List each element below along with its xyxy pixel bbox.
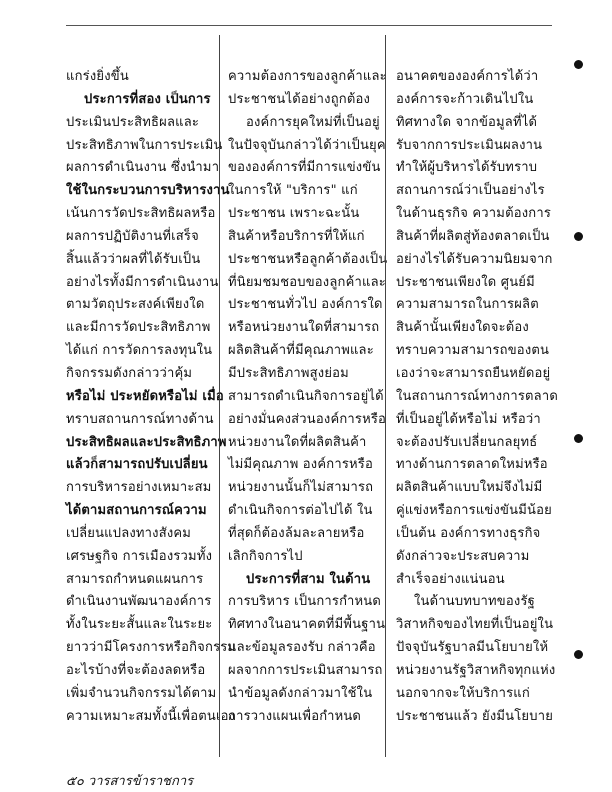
text-column-right [396, 66, 558, 774]
text-line: กิจกรรมดังกล่าวว่าคุ้ม [66, 365, 193, 381]
text-line: คู่แข่งหรือการแข่งขันมีน้อย [396, 503, 552, 519]
text-line: ในด้านบทบาทของรัฐ [414, 594, 536, 610]
text-line: ประชาชนได้อย่างถูกต้อง [228, 91, 371, 107]
text-line: ทราบสถานการณ์ทางด้าน [66, 411, 214, 427]
text-line: ประเมินประสิทธิผลและ [66, 114, 200, 130]
text-line: ที่สุดก็ต้องล้มละลายหรือ [228, 525, 365, 541]
text-line: ผลการดำเนินงาน ซึ่งนำมา [66, 160, 220, 176]
text-line: ยาวว่ามีโครงการหรือกิจกรรม [66, 640, 237, 656]
text-line: การบริหารอย่างเหมาะสม [66, 480, 212, 496]
text-line: ประชาชนทั่วไป องค์การใด [228, 297, 383, 313]
text-line: ปัจจุบันรัฐบาลมีนโยบายให้ [396, 640, 549, 656]
text-line: ทั้งในระยะสั้นและในระยะ [66, 617, 213, 633]
text-line: สิ้นแล้วว่าผลที่ได้รับเป็น [66, 251, 201, 267]
text-line: ไม่มีคุณภาพ องค์การหรือ [228, 457, 373, 473]
text-line: สามารถกำหนดแผนการ [66, 571, 204, 587]
page-footer: ๕๐ วารสารข้าราชการ [66, 774, 194, 789]
text-line: ดำเนินกิจการต่อไปได้ ใน [228, 503, 373, 519]
text-line: สามารถดำเนินกิจการอยู่ได้ [228, 388, 384, 404]
text-line: ทิศทางใด จากข้อมูลที่ได้ [396, 114, 538, 130]
text-line: สินค้านั้นเพียงใดจะต้อง [396, 320, 529, 336]
text-line: อย่างไรทั้งมีการดำเนินงาน [66, 274, 219, 290]
text-line: ผลจากการประเมินสามารถ [228, 662, 383, 678]
text-line: ประชาชนเพียงใด ศูนย์มี [396, 274, 535, 290]
text-line: จะต้องปรับเปลี่ยนกลยุทธ์ [396, 434, 538, 450]
text-line: ตามวัตถุประสงค์เพียงใด [66, 297, 205, 313]
text-line: และมีการวัดประสิทธิภาพ [66, 320, 211, 336]
text-line: ประสิทธิภาพในการประเมิน [66, 137, 223, 153]
text-line: ได้แก่ การวัดการลงทุนใน [66, 343, 213, 359]
binder-hole-icon [574, 434, 583, 443]
text-line: ทำให้ผู้บริหารได้รับทราบ [396, 160, 538, 176]
binder-hole-icon [574, 232, 583, 241]
text-line: หน่วยงานใดที่ผลิตสินค้า [228, 434, 367, 450]
text-line: ประชาชน เพราะฉะนั้น [228, 206, 360, 222]
text-line: อย่างมั่นคงส่วนองค์การหรือ [228, 411, 387, 427]
text-line: รับจากการประเมินผลงาน [396, 137, 543, 153]
text-line: ผลิตสินค้าแบบใหม่จึงไม่มี [396, 480, 543, 496]
text-line: สำเร็จอย่างแน่นอน [396, 571, 505, 587]
text-line: ดังกล่าวจะประสบความ [396, 548, 530, 564]
text-line: เศรษฐกิจ การเมืองรวมทั้ง [66, 548, 213, 564]
text-column-left [66, 66, 237, 774]
column-divider [385, 35, 386, 757]
text-line: ความสามารถในการผลิต [396, 297, 539, 313]
text-line: มีประสิทธิภาพสูงย่อม [228, 365, 349, 381]
text-line: ในปัจจุบันกล่าวได้ว่าเป็นยุค [228, 137, 386, 153]
binder-hole-icon [574, 650, 583, 659]
text-line: ได้ตามสถานการณ์ความ [66, 503, 207, 519]
text-line: ประชาชนแล้ว ยังมีนโยบาย [396, 708, 554, 724]
text-line: ที่นิยมชมชอบของลูกค้าและ [228, 274, 386, 290]
text-line: ผลการปฏิบัติงานที่เสร็จ [66, 228, 199, 244]
text-line: เปลี่ยนแปลงทางสังคม [66, 525, 192, 541]
text-line: สินค้าหรือบริการที่ให้แก่ [228, 228, 365, 244]
text-line: เลิกกิจการไป [228, 548, 303, 564]
text-line: องค์การจะก้าวเดินไปใน [396, 91, 534, 107]
text-line: เน้นการวัดประสิทธิผลหรือ [66, 206, 216, 222]
text-line: ใช้ในกระบวนการบริหารงาน [66, 183, 230, 199]
text-line: ประชาชนหรือลูกค้าต้องเป็น [228, 251, 388, 267]
text-line: ประการที่สาม ในด้าน [246, 571, 371, 587]
text-line: แกร่งยิ่งขึ้น [66, 69, 129, 84]
text-line: ความเหมาะสมทั้งนี้เพื่อตนเอง [66, 708, 236, 724]
text-line: ในด้านธุรกิจ ความต้องการ [396, 206, 552, 222]
text-line: แล้วก็สามารถปรับเปลี่ยน [66, 457, 208, 473]
text-line: หรือหน่วยงานใดที่สามารถ [228, 320, 380, 336]
text-line: สถานการณ์ว่าเป็นอย่างไร [396, 183, 545, 199]
text-line: หน่วยงานนั้นก็ไม่สามารถ [228, 480, 374, 496]
text-line: สินค้าที่ผลิตสู่ท้องตลาดเป็น [396, 228, 550, 244]
text-line: เองว่าจะสามารถยืนหยัดอยู่ [396, 365, 551, 381]
text-line: ประการที่สอง เป็นการ [84, 91, 211, 107]
text-line: ในสถานการณ์ทางการตลาด [396, 388, 558, 404]
text-line: ประสิทธิผลและประสิทธิภาพ [66, 434, 227, 450]
text-line: อนาคตขององค์การได้ว่า [396, 69, 539, 84]
text-line: และข้อมูลรองรับ กล่าวคือ [228, 640, 376, 656]
text-line: ดำเนินงานพัฒนาองค์การ [66, 594, 212, 610]
text-line: องค์การยุคใหม่ที่เป็นอยู่ [246, 114, 380, 130]
text-line: เป็นต้น องค์การทางธุรกิจ [396, 525, 541, 541]
text-line: ผลิตสินค้าที่มีคุณภาพและ [228, 343, 374, 359]
text-line: หน่วยงานรัฐวิสาหกิจทุกแห่ง [396, 662, 556, 678]
text-line: การบริหาร เป็นการกำหนด [228, 594, 381, 610]
text-line: การวางแผนเพื่อกำหนด [228, 708, 362, 724]
text-line: ความต้องการของลูกค้าและ [228, 69, 387, 84]
text-column-middle [228, 66, 388, 774]
text-line: ทางด้านการตลาดใหม่หรือ [396, 457, 548, 473]
text-line: นำข้อมูลดังกล่าวมาใช้ใน [228, 685, 373, 701]
column-divider [219, 35, 220, 757]
text-line: อย่างไรได้รับความนิยมจาก [396, 251, 553, 267]
text-line: อะไรบ้างที่จะต้องลดหรือ [66, 662, 206, 678]
header-rule [66, 25, 552, 26]
text-line: หรือไม่ ประหยัดหรือไม่ เมื่อ [66, 388, 224, 404]
text-line: ทิศทางในอนาคตที่มีพื้นฐาน [228, 617, 386, 633]
text-line: ขององค์การที่มีการแข่งขัน [228, 160, 381, 176]
text-line: นอกจากจะให้บริการแก่ [396, 685, 530, 701]
text-line: ที่เป็นอยู่ได้หรือไม่ หรือว่า [396, 411, 541, 427]
text-line: เพิ่มจำนวนกิจกรรมได้ตาม [66, 685, 217, 701]
text-line: วิสาหกิจของไทยที่เป็นอยู่ใน [396, 617, 554, 633]
binder-hole-icon [574, 60, 583, 69]
text-line: ทราบความสามารถของตน [396, 343, 550, 359]
text-line: ในการให้ "บริการ" แก่ [228, 183, 358, 199]
